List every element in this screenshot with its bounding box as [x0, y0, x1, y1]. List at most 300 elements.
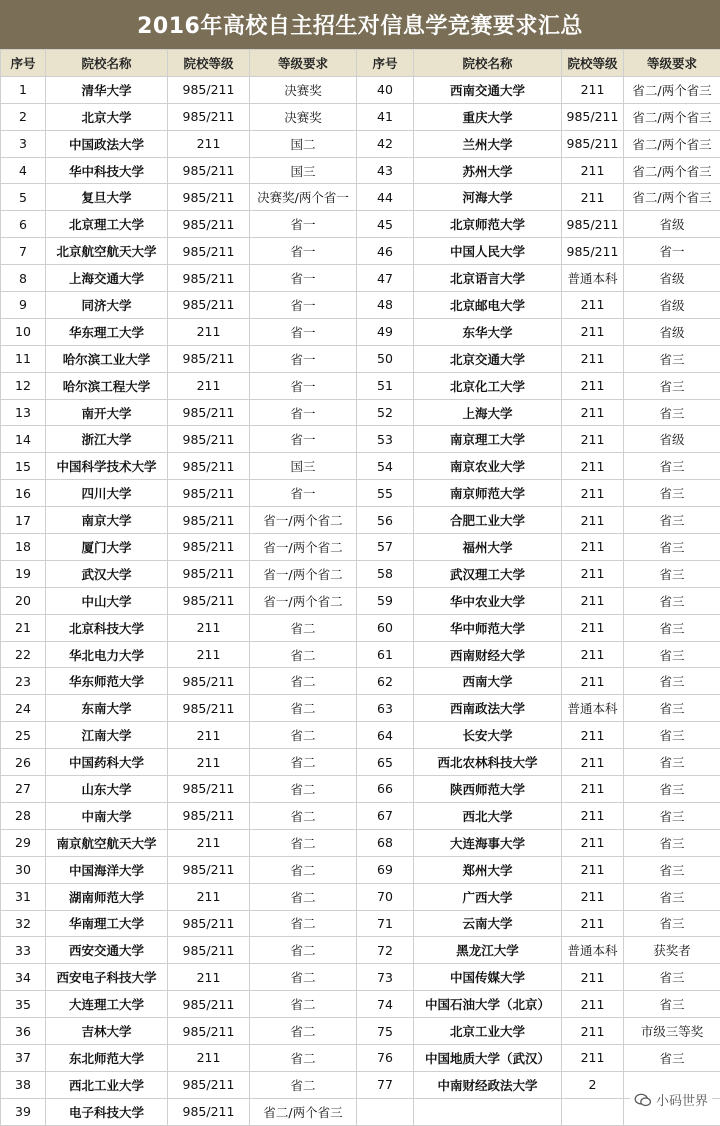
cell-req: 省二/两个省三	[624, 184, 720, 211]
cell-level: 211	[562, 480, 624, 507]
cell-level: 211	[562, 964, 624, 991]
cell-level: 211	[562, 883, 624, 910]
cell-no: 48	[357, 292, 414, 319]
cell-school: 西南交通大学	[414, 76, 562, 103]
table-row	[1, 76, 720, 103]
cell-level: 211	[562, 157, 624, 184]
cell-level: 985/211	[168, 103, 250, 130]
cell-no: 39	[1, 1098, 46, 1125]
cell-req: 省三	[624, 399, 720, 426]
cell-school: 北京交通大学	[414, 345, 562, 372]
cell-no: 63	[357, 695, 414, 722]
cell-req: 省二/两个省三	[624, 130, 720, 157]
wechat-icon	[634, 1093, 652, 1107]
cell-no: 50	[357, 345, 414, 372]
cell-level: 2	[562, 1071, 624, 1098]
cell-no: 67	[357, 802, 414, 829]
cell-school: 哈尔滨工程大学	[46, 372, 168, 399]
cell-school: 北京大学	[46, 103, 168, 130]
cell-no: 7	[1, 238, 46, 265]
cell-level: 985/211	[168, 211, 250, 238]
cell-req: 省二	[250, 856, 357, 883]
cell-school: 中国石油大学（北京）	[414, 991, 562, 1018]
cell-school: 哈尔滨工业大学	[46, 345, 168, 372]
cell-req: 省二	[250, 641, 357, 668]
cell-school: 西南政法大学	[414, 695, 562, 722]
cell-no: 10	[1, 318, 46, 345]
watermark-text: 小码世界	[656, 1090, 708, 1109]
cell-no: 59	[357, 587, 414, 614]
cell-level: 985/211	[168, 292, 250, 319]
cell-no: 77	[357, 1071, 414, 1098]
cell-no: 45	[357, 211, 414, 238]
cell-school: 华北电力大学	[46, 641, 168, 668]
cell-level: 211	[562, 802, 624, 829]
cell-level: 211	[562, 829, 624, 856]
cell-level: 985/211	[168, 695, 250, 722]
cell-school: 北京航空航天大学	[46, 238, 168, 265]
cell-level: 211	[168, 883, 250, 910]
cell-school: 中国海洋大学	[46, 856, 168, 883]
cell-level: 211	[562, 991, 624, 1018]
cell-no: 27	[1, 776, 46, 803]
cell-no: 2	[1, 103, 46, 130]
cell-no: 13	[1, 399, 46, 426]
cell-no: 72	[357, 937, 414, 964]
cell-no: 17	[1, 507, 46, 534]
cell-req: 省二	[250, 829, 357, 856]
cell-no: 66	[357, 776, 414, 803]
table-row	[1, 1098, 720, 1125]
cell-school: 东北师范大学	[46, 1044, 168, 1071]
cell-req: 国三	[250, 453, 357, 480]
cell-req: 省二	[250, 1044, 357, 1071]
cell-level: 211	[562, 614, 624, 641]
cell-no: 42	[357, 130, 414, 157]
cell-school: 东华大学	[414, 318, 562, 345]
cell-level: 211	[562, 587, 624, 614]
table-row	[1, 749, 720, 776]
cell-req: 省二	[250, 776, 357, 803]
cell-level: 211	[562, 372, 624, 399]
cell-school: 重庆大学	[414, 103, 562, 130]
cell-level: 985/211	[168, 776, 250, 803]
header-school-left: 院校名称	[46, 50, 168, 77]
cell-req: 省一	[250, 318, 357, 345]
cell-req: 国二	[250, 130, 357, 157]
cell-req: 省二	[250, 964, 357, 991]
cell-no: 1	[1, 76, 46, 103]
cell-school: 福州大学	[414, 534, 562, 561]
cell-req: 省一	[624, 238, 720, 265]
cell-level: 211	[562, 318, 624, 345]
cell-req: 省二	[250, 749, 357, 776]
cell-req: 省三	[624, 614, 720, 641]
cell-req: 决赛奖	[250, 103, 357, 130]
table-row	[1, 937, 720, 964]
cell-school: 西北工业大学	[46, 1071, 168, 1098]
cell-no: 26	[1, 749, 46, 776]
cell-school: 东南大学	[46, 695, 168, 722]
cell-school: 南京航空航天大学	[46, 829, 168, 856]
table-row	[1, 453, 720, 480]
table-row	[1, 991, 720, 1018]
cell-school: 西南大学	[414, 668, 562, 695]
cell-req: 省一	[250, 480, 357, 507]
cell-req: 省级	[624, 426, 720, 453]
cell-level: 985/211	[168, 426, 250, 453]
cell-school: 武汉理工大学	[414, 560, 562, 587]
cell-no: 70	[357, 883, 414, 910]
cell-level: 211	[562, 1018, 624, 1045]
cell-no: 51	[357, 372, 414, 399]
table-row	[1, 507, 720, 534]
cell-level: 211	[168, 829, 250, 856]
cell-req: 市级三等奖	[624, 1018, 720, 1045]
cell-level: 普通本科	[562, 937, 624, 964]
cell-school: 清华大学	[46, 76, 168, 103]
cell-req: 省一/两个省二	[250, 507, 357, 534]
cell-req: 省二	[250, 991, 357, 1018]
header-level-right: 院校等级	[562, 50, 624, 77]
cell-level: 211	[562, 184, 624, 211]
cell-no: 68	[357, 829, 414, 856]
cell-no: 31	[1, 883, 46, 910]
cell-school: 同济大学	[46, 292, 168, 319]
cell-req: 省三	[624, 722, 720, 749]
cell-no: 14	[1, 426, 46, 453]
cell-school: 华南理工大学	[46, 910, 168, 937]
cell-no: 33	[1, 937, 46, 964]
table-row	[1, 1044, 720, 1071]
cell-level: 985/211	[168, 265, 250, 292]
cell-no: 22	[1, 641, 46, 668]
cell-school: 中国药科大学	[46, 749, 168, 776]
cell-req: 省二	[250, 695, 357, 722]
cell-school: 电子科技大学	[46, 1098, 168, 1125]
cell-no: 23	[1, 668, 46, 695]
cell-level: 985/211	[562, 130, 624, 157]
cell-level: 211	[562, 641, 624, 668]
cell-req: 省三	[624, 534, 720, 561]
cell-req: 省三	[624, 372, 720, 399]
cell-req: 省一	[250, 345, 357, 372]
header-req-left: 等级要求	[250, 50, 357, 77]
cell-no	[357, 1098, 414, 1125]
cell-level: 211	[562, 560, 624, 587]
cell-school: 四川大学	[46, 480, 168, 507]
cell-req: 省一/两个省二	[250, 560, 357, 587]
cell-school: 黑龙江大学	[414, 937, 562, 964]
cell-level: 985/211	[168, 238, 250, 265]
cell-school: 中国人民大学	[414, 238, 562, 265]
cell-req: 省二/两个省三	[624, 157, 720, 184]
cell-school: 西安交通大学	[46, 937, 168, 964]
cell-level: 985/211	[168, 453, 250, 480]
cell-school: 华中农业大学	[414, 587, 562, 614]
cell-no: 25	[1, 722, 46, 749]
header-row	[1, 50, 720, 77]
cell-school	[414, 1098, 562, 1125]
cell-req: 省三	[624, 776, 720, 803]
cell-level	[562, 1098, 624, 1125]
cell-school: 湖南师范大学	[46, 883, 168, 910]
cell-school: 西安电子科技大学	[46, 964, 168, 991]
cell-school: 苏州大学	[414, 157, 562, 184]
cell-school: 华中师范大学	[414, 614, 562, 641]
cell-level: 普通本科	[562, 695, 624, 722]
cell-school: 南京农业大学	[414, 453, 562, 480]
cell-school: 复旦大学	[46, 184, 168, 211]
cell-no: 49	[357, 318, 414, 345]
cell-no: 54	[357, 453, 414, 480]
cell-level: 985/211	[168, 587, 250, 614]
cell-no: 44	[357, 184, 414, 211]
cell-req: 省三	[624, 1044, 720, 1071]
cell-level: 211	[562, 776, 624, 803]
cell-school: 浙江大学	[46, 426, 168, 453]
cell-school: 中山大学	[46, 587, 168, 614]
cell-level: 211	[562, 507, 624, 534]
table-row	[1, 426, 720, 453]
cell-school: 北京理工大学	[46, 211, 168, 238]
cell-req: 省二	[250, 910, 357, 937]
cell-no: 71	[357, 910, 414, 937]
cell-no: 62	[357, 668, 414, 695]
cell-no: 73	[357, 964, 414, 991]
cell-no: 53	[357, 426, 414, 453]
table-row	[1, 695, 720, 722]
cell-level: 985/211	[168, 910, 250, 937]
cell-no: 69	[357, 856, 414, 883]
cell-req: 省级	[624, 292, 720, 319]
cell-school: 南开大学	[46, 399, 168, 426]
cell-req: 省三	[624, 641, 720, 668]
table-row	[1, 722, 720, 749]
cell-req: 省一/两个省二	[250, 587, 357, 614]
cell-no: 36	[1, 1018, 46, 1045]
cell-school: 南京大学	[46, 507, 168, 534]
cell-level: 211	[562, 668, 624, 695]
cell-req: 决赛奖	[250, 76, 357, 103]
cell-level: 985/211	[562, 238, 624, 265]
table-row	[1, 1018, 720, 1045]
cell-no: 75	[357, 1018, 414, 1045]
cell-level: 普通本科	[562, 265, 624, 292]
header-level-left: 院校等级	[168, 50, 250, 77]
cell-req: 省二	[250, 1018, 357, 1045]
header-req-right: 等级要求	[624, 50, 720, 77]
cell-no: 29	[1, 829, 46, 856]
table-row	[1, 130, 720, 157]
requirements-table	[0, 49, 720, 1126]
cell-no: 43	[357, 157, 414, 184]
cell-no: 34	[1, 964, 46, 991]
cell-school: 长安大学	[414, 722, 562, 749]
cell-no: 55	[357, 480, 414, 507]
cell-school: 西北农林科技大学	[414, 749, 562, 776]
cell-req: 省三	[624, 910, 720, 937]
cell-level: 211	[168, 641, 250, 668]
table-body	[1, 76, 720, 1125]
table-row	[1, 211, 720, 238]
cell-req: 省二	[250, 722, 357, 749]
cell-no: 24	[1, 695, 46, 722]
cell-level: 211	[168, 130, 250, 157]
cell-school: 厦门大学	[46, 534, 168, 561]
cell-school: 南京理工大学	[414, 426, 562, 453]
cell-level: 985/211	[168, 345, 250, 372]
table-row	[1, 641, 720, 668]
cell-req: 省一	[250, 426, 357, 453]
cell-school: 华东理工大学	[46, 318, 168, 345]
table-row	[1, 480, 720, 507]
cell-no: 5	[1, 184, 46, 211]
cell-no: 20	[1, 587, 46, 614]
header-no-left: 序号	[1, 50, 46, 77]
cell-no: 3	[1, 130, 46, 157]
cell-school: 北京邮电大学	[414, 292, 562, 319]
cell-level: 985/211	[168, 534, 250, 561]
cell-no: 60	[357, 614, 414, 641]
cell-level: 985/211	[168, 480, 250, 507]
cell-no: 58	[357, 560, 414, 587]
cell-level: 211	[168, 318, 250, 345]
cell-school: 兰州大学	[414, 130, 562, 157]
cell-req: 省三	[624, 883, 720, 910]
cell-school: 西南财经大学	[414, 641, 562, 668]
table-row	[1, 372, 720, 399]
cell-req: 省三	[624, 829, 720, 856]
cell-no: 37	[1, 1044, 46, 1071]
cell-school: 上海大学	[414, 399, 562, 426]
cell-no: 47	[357, 265, 414, 292]
table-row	[1, 1071, 720, 1098]
cell-level: 211	[562, 856, 624, 883]
table-row	[1, 399, 720, 426]
cell-school: 河海大学	[414, 184, 562, 211]
cell-no: 11	[1, 345, 46, 372]
cell-level: 985/211	[168, 76, 250, 103]
cell-req: 省三	[624, 587, 720, 614]
cell-school: 郑州大学	[414, 856, 562, 883]
cell-level: 211	[562, 399, 624, 426]
cell-req: 省二/两个省三	[624, 103, 720, 130]
table-row	[1, 856, 720, 883]
cell-req: 省二	[250, 937, 357, 964]
cell-level: 985/211	[168, 668, 250, 695]
cell-req: 省一	[250, 265, 357, 292]
cell-school: 中国政法大学	[46, 130, 168, 157]
cell-level: 211	[562, 76, 624, 103]
cell-no: 4	[1, 157, 46, 184]
cell-school: 陕西师范大学	[414, 776, 562, 803]
table-row	[1, 614, 720, 641]
cell-school: 中国传媒大学	[414, 964, 562, 991]
cell-no: 18	[1, 534, 46, 561]
cell-no: 16	[1, 480, 46, 507]
cell-level: 985/211	[168, 184, 250, 211]
cell-level: 985/211	[168, 1098, 250, 1125]
cell-no: 32	[1, 910, 46, 937]
cell-school: 中南财经政法大学	[414, 1071, 562, 1098]
cell-level: 985/211	[168, 991, 250, 1018]
cell-no: 15	[1, 453, 46, 480]
cell-no: 35	[1, 991, 46, 1018]
cell-school: 北京工业大学	[414, 1018, 562, 1045]
cell-req: 省三	[624, 856, 720, 883]
table-row	[1, 265, 720, 292]
cell-req: 省三	[624, 453, 720, 480]
cell-level: 985/211	[168, 802, 250, 829]
cell-req: 省三	[624, 802, 720, 829]
cell-no: 52	[357, 399, 414, 426]
table-row	[1, 883, 720, 910]
cell-no: 6	[1, 211, 46, 238]
cell-req: 省三	[624, 480, 720, 507]
cell-school: 中国科学技术大学	[46, 453, 168, 480]
table-row	[1, 238, 720, 265]
cell-no: 8	[1, 265, 46, 292]
cell-school: 广西大学	[414, 883, 562, 910]
cell-no: 46	[357, 238, 414, 265]
header-school-right: 院校名称	[414, 50, 562, 77]
cell-level: 211	[562, 1044, 624, 1071]
cell-level: 211	[562, 534, 624, 561]
table-row	[1, 802, 720, 829]
cell-no: 21	[1, 614, 46, 641]
table-row	[1, 184, 720, 211]
cell-level: 985/211	[168, 937, 250, 964]
cell-no: 38	[1, 1071, 46, 1098]
cell-req: 省三	[624, 560, 720, 587]
table-row	[1, 157, 720, 184]
cell-req: 省级	[624, 211, 720, 238]
cell-req: 省二/两个省三	[624, 76, 720, 103]
table-row	[1, 534, 720, 561]
cell-school: 合肥工业大学	[414, 507, 562, 534]
cell-level: 211	[168, 614, 250, 641]
cell-school: 北京师范大学	[414, 211, 562, 238]
cell-no: 12	[1, 372, 46, 399]
cell-req: 省二	[250, 668, 357, 695]
cell-no: 30	[1, 856, 46, 883]
cell-level: 985/211	[562, 211, 624, 238]
cell-school: 北京化工大学	[414, 372, 562, 399]
cell-level: 985/211	[168, 560, 250, 587]
table-row	[1, 318, 720, 345]
cell-level: 211	[562, 453, 624, 480]
cell-level: 211	[562, 426, 624, 453]
cell-level: 211	[562, 345, 624, 372]
cell-school: 华中科技大学	[46, 157, 168, 184]
cell-req: 省一	[250, 238, 357, 265]
cell-school: 山东大学	[46, 776, 168, 803]
table-row	[1, 668, 720, 695]
table-row	[1, 587, 720, 614]
cell-no: 40	[357, 76, 414, 103]
cell-school: 西北大学	[414, 802, 562, 829]
cell-level: 211	[562, 722, 624, 749]
table-row	[1, 292, 720, 319]
cell-req: 省二/两个省三	[250, 1098, 357, 1125]
cell-school: 江南大学	[46, 722, 168, 749]
cell-level: 985/211	[168, 399, 250, 426]
cell-school: 大连理工大学	[46, 991, 168, 1018]
table-row	[1, 964, 720, 991]
cell-no: 19	[1, 560, 46, 587]
cell-req: 省三	[624, 695, 720, 722]
